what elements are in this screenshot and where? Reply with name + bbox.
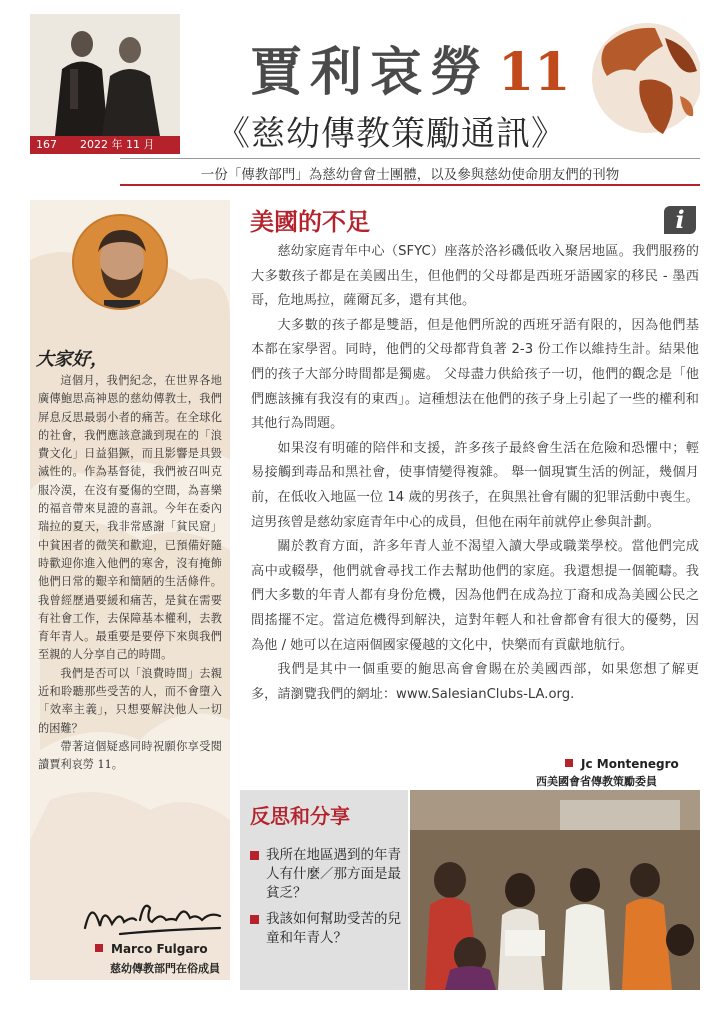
article-title: 美國的不足 [250, 208, 370, 236]
youth-group-photo [410, 790, 700, 990]
article-author [565, 757, 679, 771]
question-text: 我所在地區遇到的年青人有什麼／那方面是最貧乏？ [266, 847, 401, 901]
reflection-title: 反思和分享 [250, 804, 350, 828]
author-name: Jc Montenegro [581, 757, 679, 771]
newsletter-title [250, 30, 570, 105]
issue-date: 2022 年 11 月 [80, 138, 155, 151]
article-paragraph: 慈幼家庭青年中心（SFYC）座落於洛衫磯低收入聚居地區。我們服務的大多數孩子都是在美國出生，但他們的父母都是西班牙語國家的移民 - 墨西哥，危地馬拉，薩爾瓦多，還有其他。 [251, 244, 699, 309]
editorial-letter [38, 372, 222, 775]
bullet-square-icon [250, 851, 259, 860]
title-text: 賈利哀勞 [250, 42, 491, 103]
handwritten-signature [80, 890, 230, 940]
signer-name [95, 942, 208, 956]
avatar [72, 214, 168, 310]
signer-role: 慈幼傳教部門在俗成員 [110, 962, 220, 975]
letter-greeting: 大家好， [36, 349, 108, 370]
founders-photo [30, 14, 180, 136]
question-text: 我該如何幫助受苦的兒童和年青人？ [266, 911, 401, 946]
reflection-question [250, 910, 402, 948]
letter-paragraph: 帶著這個疑惑同時祝願你享受閱讀賈利哀勞 11。 [38, 739, 222, 772]
tagline: 一份「傳教部門」為慈幼會會士團體，以及參與慈幼使命朋友們的刊物 [200, 167, 620, 183]
letter-paragraph: 我們是否可以「浪費時間」去親近和聆聽那些受苦的人，而不會墮入「效率主義」，只想要解決他人一切的困難？ [38, 666, 222, 735]
article-body [251, 240, 699, 707]
globe-logo-icon [585, 16, 700, 141]
newsletter-subtitle: 《慈幼傳教策勵通訊》 [216, 114, 566, 154]
article-paragraph: 大多數的孩子都是雙語，但是他們所說的西班牙語有限的，因為他們基本都在家學習。同時，他們的父母都背負著 2-3 份工作以維持生計。結果他們的孩子大部分時間都是獨處。 父母盡力供給孩子一切，他們的觀念是「他們應該擁有我沒有的東西」。這種想法在他們的孩子身上引起了一些的權利和其他行為問題。 [251, 317, 699, 432]
bullet-square-icon [250, 915, 259, 924]
article-paragraph: 關於教育方面，許多年青人並不渴望入讀大學或職業學校。當他們完成高中或輟學，他們就會尋找工作去幫助他們的家庭。我還想提一個範疇。我們大多數的年青人都有身份危機，因為他們在成為拉丁裔和成為美國公民之間搖擺不定。當這危機得到解決，這對年輕人和社會都會有很大的優勢，因為他 / 她可以在這兩個國家優越的文化中，快樂而有貢獻地航行。 [251, 539, 699, 653]
issue-number: 167 [36, 138, 57, 151]
title-number: 11 [498, 42, 571, 103]
article-paragraph: 我們是其中一個重要的鮑思高會會賜在於美國西部，如果您想了解更多，請瀏覽我們的網址：www.SalesianClubs-LA.org. [251, 662, 699, 702]
info-icon: i [664, 206, 696, 234]
letter-paragraph: 這個月，我們紀念，在世界各地廣傳鮑思高神恩的慈幼傳教士，我們屏息反思最弱小者的痛苦。在全球化的社會，我們應該意識到現在的「浪費文化」日益猖獗，而且影響是具毀滅性的。作為基督徒，我們被召叫克服冷漠，在沒有憂傷的空間，為喜樂的福音帶來見證的喜訊。今年在委內瑞拉的夏天，我非常感謝「貧民窟」中貧困者的微笑和歡迎，已預備好隨時歡迎你進入他們的寒舍，沒有掩飾他們日常的艱辛和簡陋的生活條件。我曾經歷過要緩和痛苦，是貧在需要有社會工作，去保障基本權利，去教育年青人。最重要是要停下來與我們至親的人分享自己的時間。 [38, 374, 222, 662]
signer-name-text: Marco Fulgaro [111, 942, 208, 956]
author-role: 西美國會省傳教策勵委員 [536, 775, 657, 788]
tagline-bar [120, 158, 700, 186]
issue-tag [30, 136, 180, 154]
reflection-question [250, 846, 402, 903]
article-paragraph: 如果沒有明確的陪伴和支援，許多孩子最終會生活在危險和恐懼中；輕易接觸到毒品和黑社會，使事情變得複雜。 舉一個現實生活的例証，幾個月前，在低收入地區一位 14 歲的男孩子，在與黑社會有關的犯罪活動中喪生。這男孩曾是慈幼家庭青年中心的成員，但他在兩年前就停止參與計劃。 [251, 440, 699, 530]
reflection-box [240, 790, 408, 990]
